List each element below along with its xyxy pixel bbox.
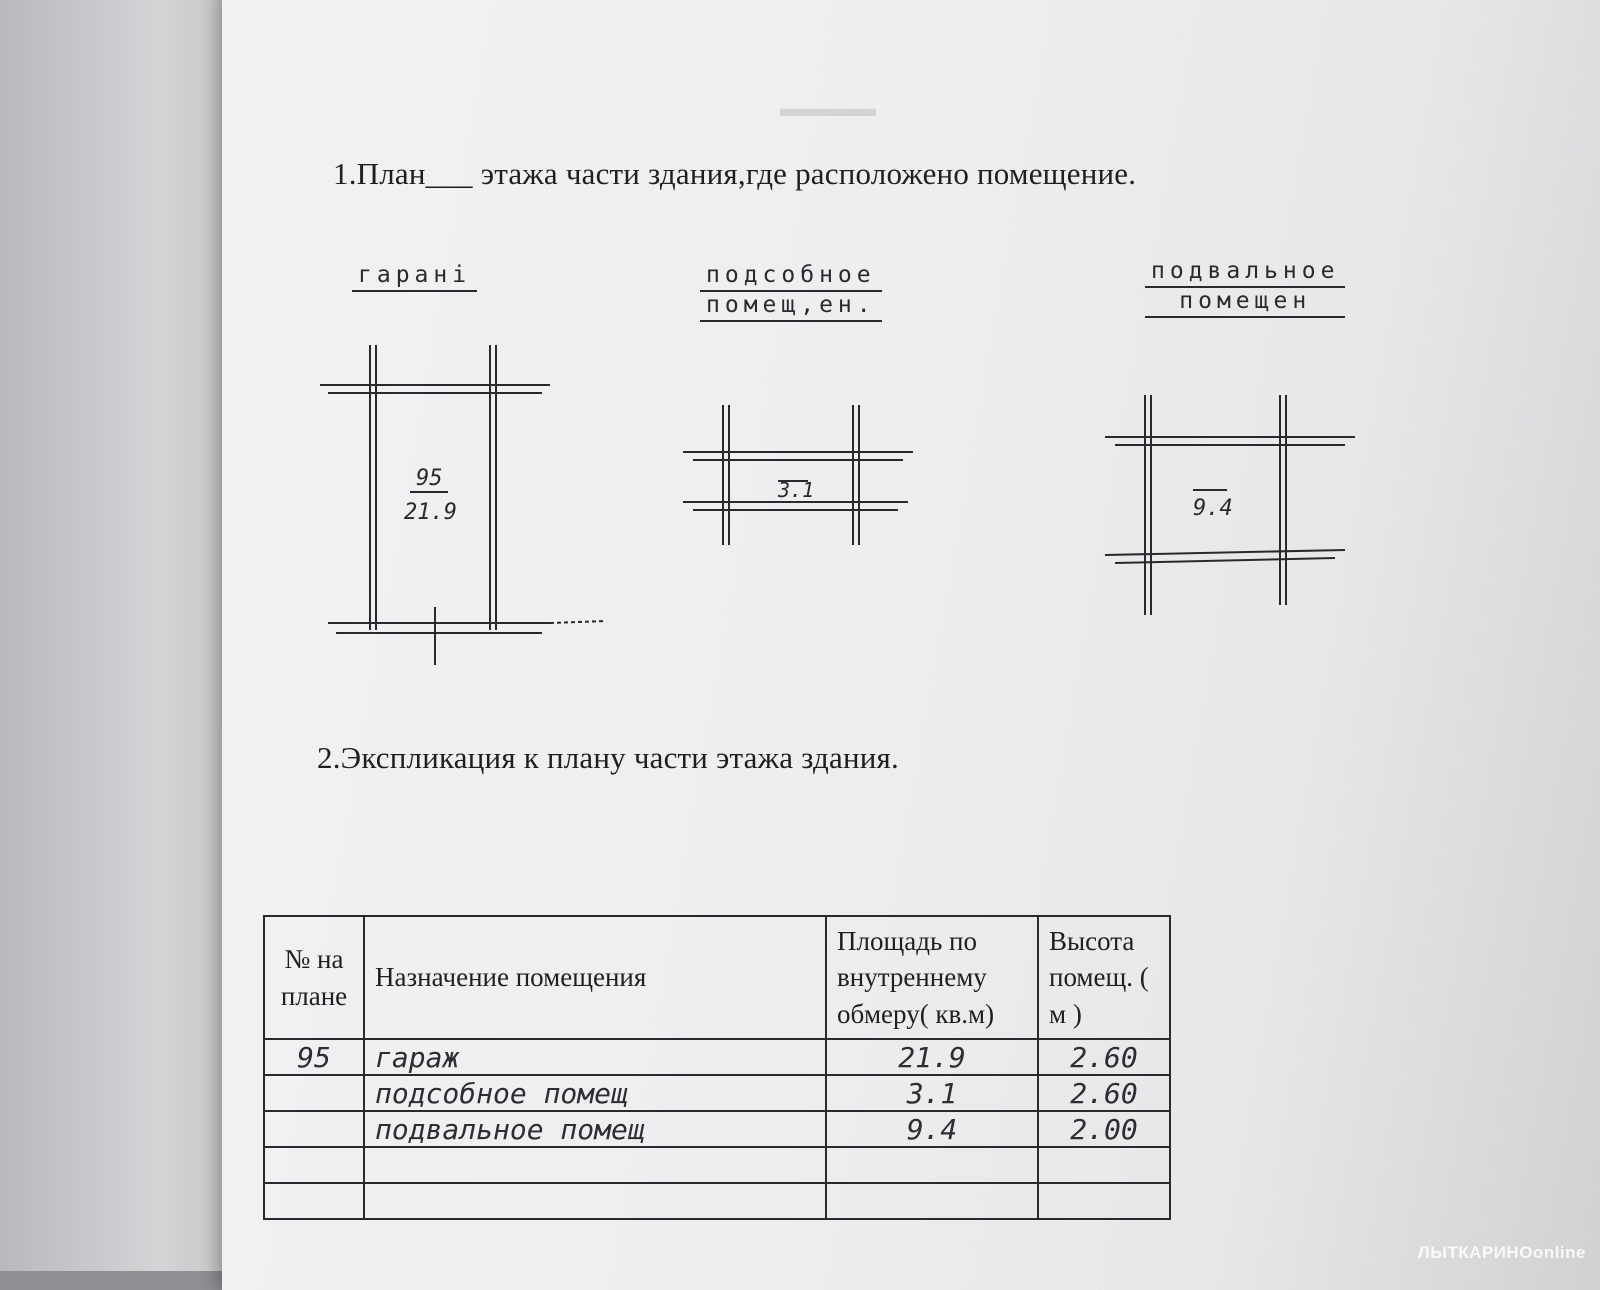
table-row [264, 1039, 1170, 1075]
plan-label-utility-line2: помещ,ен. [700, 292, 882, 322]
cell-number [264, 1075, 364, 1111]
cell-area: 3.1 [826, 1075, 1038, 1111]
cell-purpose: гараж [364, 1039, 826, 1075]
plan-garage [320, 345, 610, 690]
cell-area [826, 1183, 1038, 1219]
plan-garage-number: 95 [416, 466, 443, 491]
cell-purpose [364, 1147, 826, 1183]
plan-utility-drawing [683, 405, 943, 555]
cell-purpose: подвальное помещ [364, 1111, 826, 1147]
cell-purpose [364, 1183, 826, 1219]
col-header-number: № на плане [264, 916, 364, 1039]
bleed-through-text: ▬▬▬▬ [780, 96, 876, 122]
col-header-height: Высота помещ. ( м ) [1038, 916, 1170, 1039]
cell-height: 2.60 [1038, 1039, 1170, 1075]
plan-utility [683, 405, 943, 560]
plan-basement-drawing [1105, 395, 1365, 625]
col-header-purpose: Назначение помещения [364, 916, 826, 1039]
plan-garage-area: 21.9 [404, 500, 457, 525]
cell-area: 21.9 [826, 1039, 1038, 1075]
cell-number [264, 1111, 364, 1147]
cell-area [826, 1147, 1038, 1183]
explication-table [263, 915, 1171, 1220]
explication-heading: 2.Экспликация к плану части этажа здания. [317, 740, 899, 775]
plan-utility-area: 3.1 [778, 478, 815, 502]
table-row [264, 1147, 1170, 1183]
cell-height [1038, 1147, 1170, 1183]
cell-area: 9.4 [826, 1111, 1038, 1147]
plan-label-garage [352, 262, 477, 292]
plan-label-utility [700, 262, 882, 322]
cell-purpose: подсобное помещ [364, 1075, 826, 1111]
cell-number: 95 [264, 1039, 364, 1075]
plan-label-basement [1145, 258, 1345, 318]
plan-label-garage-line1: гарані [352, 262, 477, 292]
cell-number [264, 1147, 364, 1183]
site-watermark: ЛЫТКАРИНОonline [1417, 1243, 1586, 1262]
cell-number [264, 1183, 364, 1219]
table-row [264, 1075, 1170, 1111]
plan-heading: 1.План___ этажа части здания,где расположено помещение. [333, 156, 1137, 191]
col-header-area: Площадь по внутреннему обмеру( кв.м) [826, 916, 1038, 1039]
table-header-row [264, 916, 1170, 1039]
plan-label-basement-line1: подвальное [1145, 258, 1345, 288]
plan-garage-drawing [320, 345, 610, 685]
table-row [264, 1183, 1170, 1219]
plan-label-utility-line1: подсобное [700, 262, 882, 292]
cell-height [1038, 1183, 1170, 1219]
plan-basement [1105, 395, 1365, 630]
cell-height: 2.00 [1038, 1111, 1170, 1147]
plan-basement-area: 9.4 [1193, 496, 1233, 521]
table-row [264, 1111, 1170, 1147]
cell-height: 2.60 [1038, 1075, 1170, 1111]
plan-label-basement-line2: помещен [1145, 288, 1345, 318]
